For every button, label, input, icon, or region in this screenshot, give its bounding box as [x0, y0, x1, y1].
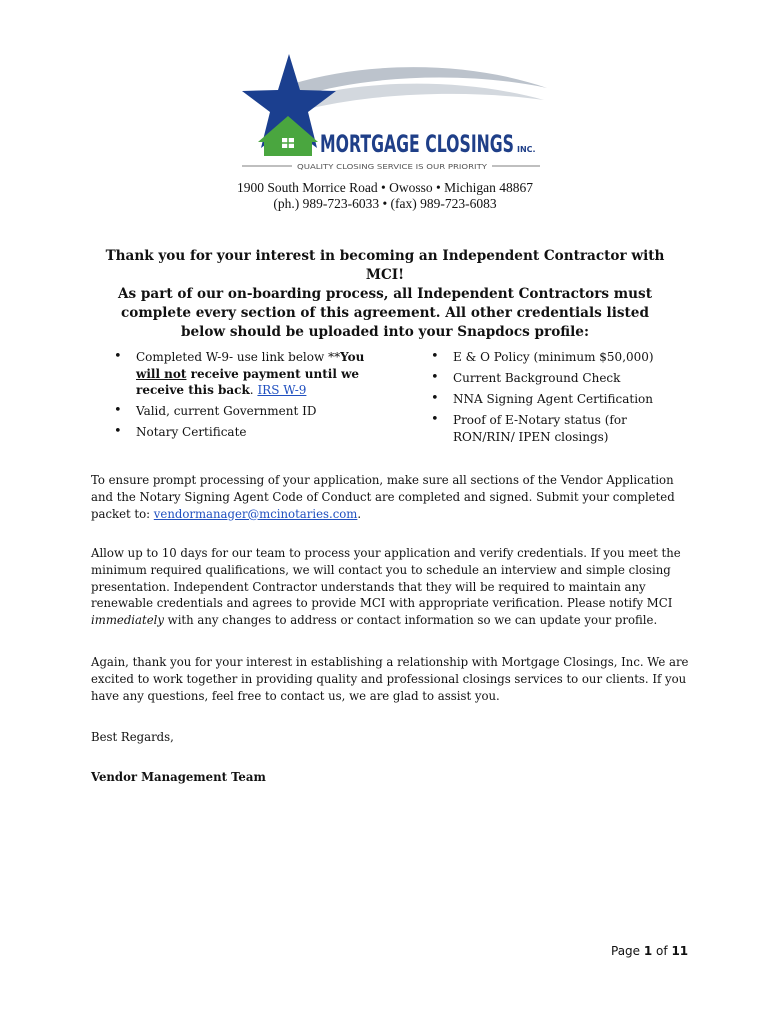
intro-heading [100, 247, 670, 342]
intro-line-2: As part of our on-boarding process, all Independent Contractors must complete every section of this agreement. All other credentials listed below should be uploaded into your Snapdocs profile: [117, 286, 652, 340]
processing-paragraph: To ensure prompt processing of your application, make sure all sections of the Vendor Application and the Notary Signing Agent Code of Conduct are completed and signed. Submit your completed packet to: vendormanager@mcinotaries.com. [91, 473, 675, 521]
intro-line-1: Thank you for your interest in becoming an Independent Contractor with MCI! [105, 248, 665, 283]
logo-tagline: QUALITY CLOSING SERVICE IS OUR PRIORITY [297, 162, 488, 171]
company-logo [222, 50, 552, 180]
company-phone-fax: (ph.) 989-723-6033 • (fax) 989-723-6083 [273, 196, 497, 211]
list-item-government-id: • Valid, current Government ID [110, 403, 380, 420]
logo-suffix: INC. [517, 145, 536, 154]
page-number: Page 1 of 11 [611, 944, 689, 958]
vendor-email-link[interactable]: vendormanager@mcinotaries.com [153, 506, 358, 521]
list-item-notary-certificate: • Notary Certificate [110, 424, 380, 441]
closing-salutation: Best Regards, [91, 730, 174, 744]
list-item-nna-certification: • NNA Signing Agent Certification [427, 391, 667, 408]
list-item-enotary-proof: • Proof of E-Notary status (for RON/RIN/ IPEN closings) [427, 412, 667, 445]
logo-graphic [222, 50, 552, 180]
thank-you-paragraph: Again, thank you for your interest in establishing a relationship with Mortgage Closings, Inc. We are excited to work together in providing quality and professional closings services to our clients. If you have any questions, feel free to contact us, we are glad to assist you. [91, 655, 689, 703]
requirements-list-left [110, 349, 380, 445]
list-item-background-check: • Current Background Check [427, 370, 667, 387]
logo-swoosh-inner [306, 84, 544, 108]
signature-team: Vendor Management Team [91, 770, 266, 784]
logo-name: MORTGAGE CLOSINGS [320, 130, 514, 158]
list-item-eo-policy: • E & O Policy (minimum $50,000) [427, 349, 667, 366]
irs-w9-link[interactable]: IRS W-9 [257, 383, 307, 397]
company-address: 1900 South Morrice Road • Owosso • Michigan 48867 [237, 180, 533, 195]
verification-paragraph: Allow up to 10 days for our team to process your application and verify credentials. If you meet the minimum required qualifications, we will contact you to schedule an interview and simple closing presentation. Independent Contractor understands that they will be required to maintain any renewable credentials and agrees to provide MCI with appropriate verification. Please notify MCI immediately with any changes to address or contact information so we can update your profile. [91, 546, 681, 628]
list-item-w9: • Completed W-9- use link below **You will not receive payment until we receive this back. IRS W-9 [110, 349, 380, 399]
requirements-list-right [427, 349, 667, 450]
